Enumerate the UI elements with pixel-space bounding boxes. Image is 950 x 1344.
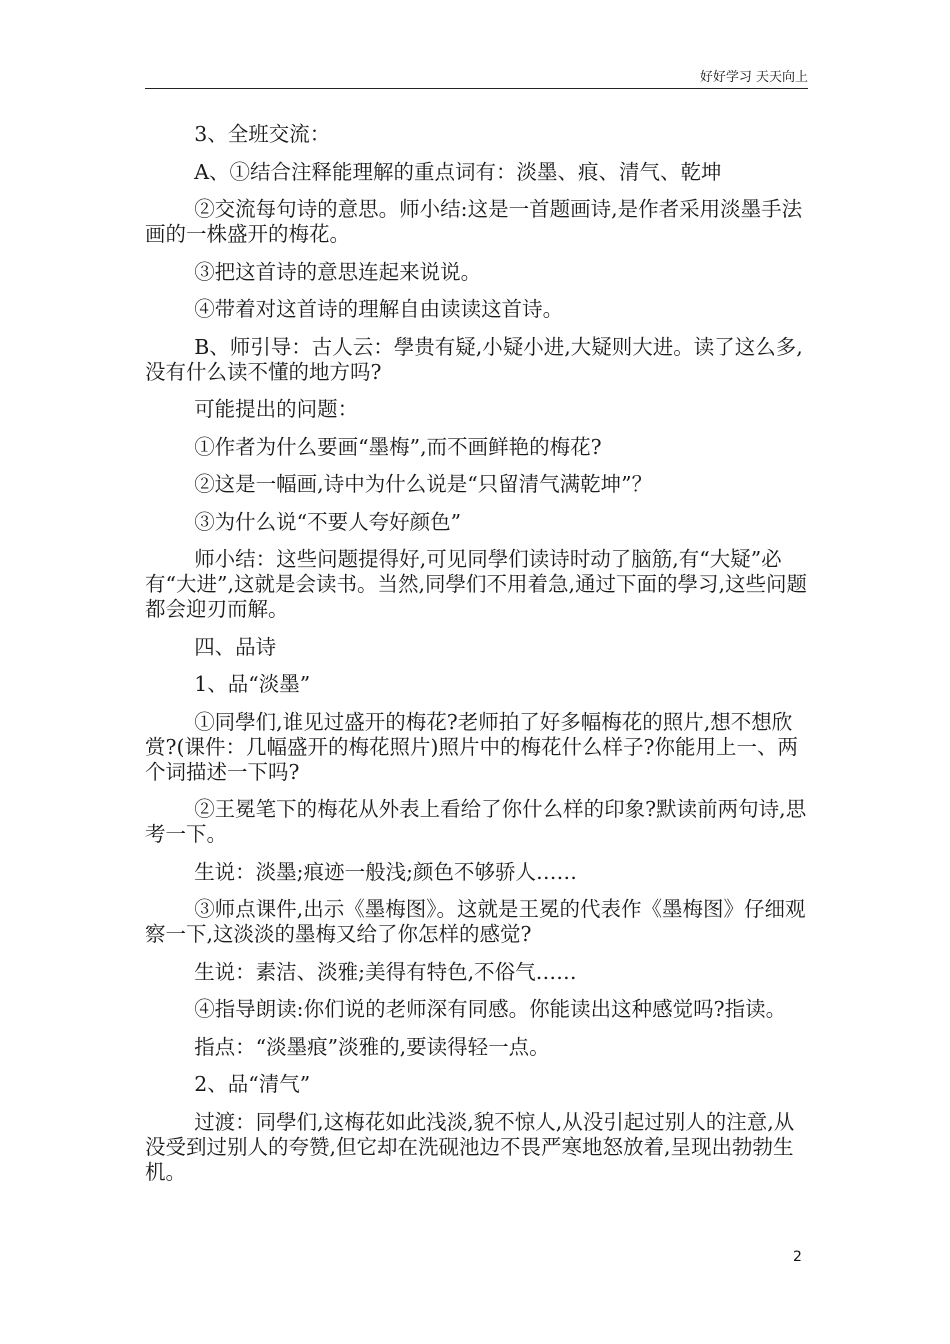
paragraph: 指点：“淡墨痕”淡雅的,要读得轻一点。: [194, 1034, 550, 1059]
document-body: [145, 122, 810, 1197]
paragraph: ①同學们,谁见过盛开的梅花?老师拍了好多幅梅花的照片,想不想欣赏?(课件：几幅盛开的梅花照片)照片中的梅花什么样子?你能用上一、两个词描述一下吗?: [145, 709, 798, 784]
paragraph: ②这是一幅画,诗中为什么说是“只留清气满乾坤”？: [194, 472, 653, 496]
paragraph: ②王冕笔下的梅花从外表上看给了你什么样的印象?默读前两句诗,思考一下。: [145, 797, 807, 846]
paragraph: 生说：素洁、淡雅;美得有特色,不俗气……: [194, 959, 577, 984]
page-header: [145, 66, 808, 89]
paragraph: ④带着对这首诗的理解自由读读这首诗。: [194, 297, 564, 321]
paragraph: 师小结：这些问题提得好,可见同學们读诗时动了脑筋,有“大疑”必有“大进”,这就是会读书。当然,同學们不用着急,通过下面的學习,这些问题都会迎刃而解。: [145, 547, 808, 621]
paragraph: ③把这首诗的意思连起来说说。: [194, 259, 482, 284]
paragraph: A、①结合注释能理解的重点词有：淡墨、痕、清气、乾坤: [194, 159, 722, 184]
paragraph: 过渡：同學们,这梅花如此浅淡,貌不惊人,从没引起过别人的注意,从没受到过别人的夸赞,但它却在洗砚池边不畏严寒地怒放着,呈现出勃勃生机。: [145, 1109, 795, 1184]
paragraph: ①作者为什么要画“墨梅”,而不画鲜艳的梅花?: [194, 434, 602, 459]
paragraph: ③为什么说“不要人夸好颜色”: [194, 509, 462, 534]
paragraph: ②交流每句诗的意思。师小结:这是一首题画诗,是作者采用淡墨手法画的一株盛开的梅花。: [145, 197, 803, 246]
header-text: 好好学习 天天向上: [699, 70, 808, 85]
paragraph: ③师点课件,出示《墨梅图》。这就是王冕的代表作《墨梅图》仔细观察一下,这淡淡的墨梅又给了你怎样的感觉?: [145, 897, 806, 946]
paragraph: 生说：淡墨;痕迹一般浅;颜色不够骄人……: [194, 859, 577, 884]
subsection-heading: 2、品“清气”: [194, 1072, 311, 1096]
section-heading: 四、品诗: [194, 634, 277, 659]
subsection-heading: 1、品“淡墨”: [194, 672, 311, 696]
paragraph: ④指导朗读:你们说的老师深有同感。你能读出这种感觉吗?指读。: [194, 997, 787, 1021]
paragraph: 3、全班交流：: [194, 122, 331, 146]
paragraph: 可能提出的问题：: [194, 397, 359, 421]
paragraph: B、师引导：古人云：學贵有疑,小疑小进,大疑则大进。读了这么多,没有什么读不懂的地方吗?: [145, 334, 803, 384]
page-number: 2: [793, 1249, 802, 1265]
